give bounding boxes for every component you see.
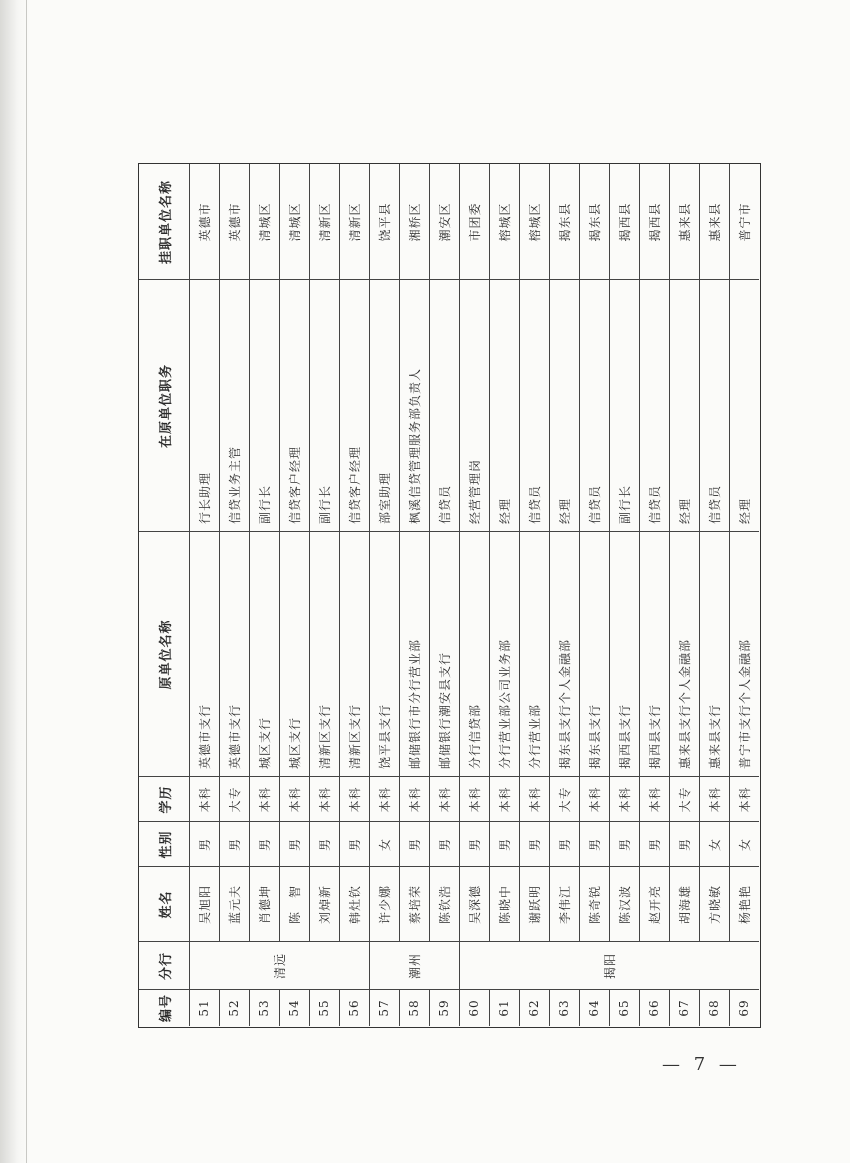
table-cell-gender: 男 <box>557 838 572 852</box>
table-cell-no: 52 <box>227 999 241 1017</box>
table-cell-gender: 男 <box>587 838 602 852</box>
table-cell-gender: 男 <box>197 838 212 852</box>
table-cell-name: 蔡培荣 <box>407 885 422 925</box>
table-cell-no: 58 <box>407 999 421 1017</box>
table-cell-orig-unit: 分行营业部公司业务部 <box>497 638 512 769</box>
table-cell-name: 胡海雄 <box>677 885 692 925</box>
page-number: — 7 — <box>662 1054 741 1075</box>
table-cell-name: 李伟江 <box>557 885 572 925</box>
table-cell-orig-post: 信贷员 <box>437 484 452 524</box>
table-cell-orig-unit: 邮储银行市分行营业部 <box>407 638 422 769</box>
table-cell-no: 59 <box>437 999 451 1017</box>
table-cell-orig-post: 信贷业务主管 <box>227 445 242 524</box>
table-cell-gender: 男 <box>407 838 422 852</box>
table-cell-no: 62 <box>527 999 541 1017</box>
table-cell-no: 63 <box>557 999 571 1017</box>
header-assign-unit: 挂职单位名称 <box>158 180 174 265</box>
table-cell-gender: 男 <box>467 838 482 852</box>
table-cell-orig-unit: 城区支行 <box>257 716 272 769</box>
table-cell-orig-post: 经营管理岗 <box>467 458 482 524</box>
table-cell-no: 66 <box>647 999 661 1017</box>
table-cell-orig-post: 经理 <box>677 497 692 524</box>
table-cell-gender: 男 <box>497 838 512 852</box>
table-cell-edu: 本科 <box>257 786 272 813</box>
table-cell-no: 56 <box>347 999 361 1017</box>
table-cell-edu: 本科 <box>467 786 482 813</box>
table-cell-orig-post: 行长助理 <box>197 471 212 524</box>
table-cell-name: 谢跃明 <box>527 885 542 925</box>
table-cell-orig-post: 经理 <box>737 497 752 524</box>
table-cell-gender: 男 <box>677 838 692 852</box>
table-cell-assign-unit: 清城区 <box>287 202 302 242</box>
header-orig-post: 在原单位职务 <box>158 364 174 449</box>
table-cell-assign-unit: 揭东县 <box>557 202 572 242</box>
assignment-table <box>138 163 761 1028</box>
table-cell-assign-unit: 揭东县 <box>587 202 602 242</box>
table-cell-orig-unit: 揭东县支行 <box>587 703 602 769</box>
header-name: 姓名 <box>158 890 174 919</box>
table-cell-no: 69 <box>737 999 751 1017</box>
table-cell-assign-unit: 榕城区 <box>497 202 512 242</box>
table-cell-orig-unit: 揭西县支行 <box>647 703 662 769</box>
table-cell-name: 陈钦浩 <box>437 885 452 925</box>
table-cell-no: 55 <box>317 999 331 1017</box>
table-cell-assign-unit: 清新区 <box>347 202 362 242</box>
table-cell-orig-post: 信贷员 <box>527 484 542 524</box>
table-cell-no: 68 <box>707 999 721 1017</box>
table-cell-no: 51 <box>197 999 211 1017</box>
header-branch: 分行 <box>158 952 174 981</box>
table-cell-assign-unit: 揭西县 <box>617 202 632 242</box>
table-cell-orig-unit: 邮储银行潮安县支行 <box>437 651 452 769</box>
table-cell-edu: 本科 <box>197 786 212 813</box>
scan-edge <box>26 0 27 1163</box>
table-cell-name: 杨艳艳 <box>737 885 752 925</box>
table-cell-edu: 本科 <box>287 786 302 813</box>
table-cell-name: 肖德坤 <box>257 885 272 925</box>
table-cell-orig-post: 信贷员 <box>707 484 722 524</box>
table-cell-gender: 男 <box>317 838 332 852</box>
table-cell-no: 57 <box>377 999 391 1017</box>
table-cell-orig-post: 信贷客户经理 <box>287 445 302 524</box>
table-cell-orig-post: 经理 <box>497 497 512 524</box>
table-cell-gender: 男 <box>617 838 632 852</box>
table-cell-assign-unit: 市团委 <box>467 202 482 242</box>
table-cell-gender: 男 <box>347 838 362 852</box>
table-cell-gender: 男 <box>437 838 452 852</box>
table-cell-orig-unit: 英德市支行 <box>227 703 242 769</box>
table-cell-edu: 大专 <box>677 786 692 813</box>
table-cell-orig-post: 信贷员 <box>587 484 602 524</box>
table-cell-no: 54 <box>287 999 301 1017</box>
table-cell-no: 64 <box>587 999 601 1017</box>
table-cell-name: 方晓敏 <box>707 885 722 925</box>
table-cell-orig-unit: 清新区支行 <box>347 703 362 769</box>
table-cell-assign-unit: 普宁市 <box>737 202 752 242</box>
header-no: 编号 <box>158 994 174 1023</box>
table-cell-edu: 大专 <box>557 786 572 813</box>
table-cell-gender: 男 <box>647 838 662 852</box>
table-cell-assign-unit: 清城区 <box>257 202 272 242</box>
table-cell-edu: 本科 <box>407 786 422 813</box>
table-cell-edu: 本科 <box>377 786 392 813</box>
table-cell-name: 蓝元夫 <box>227 885 242 925</box>
table-cell-edu: 本科 <box>587 786 602 813</box>
table-cell-orig-unit: 饶平县支行 <box>377 703 392 769</box>
table-cell-gender: 男 <box>527 838 542 852</box>
table-cell-edu: 本科 <box>527 786 542 813</box>
table-cell-edu: 大专 <box>227 786 242 813</box>
header-gender: 性别 <box>158 830 174 859</box>
table-cell-orig-post: 枫溪信贷管理服务部负责人 <box>407 367 422 524</box>
table-cell-name: 韩灶钦 <box>347 885 362 925</box>
table-cell-edu: 本科 <box>437 786 452 813</box>
table-grid <box>139 164 759 1026</box>
table-cell-edu: 本科 <box>617 786 632 813</box>
table-cell-assign-unit: 榕城区 <box>527 202 542 242</box>
table-cell-no: 53 <box>257 999 271 1017</box>
table-cell-edu: 本科 <box>347 786 362 813</box>
table-cell-orig-post: 副行长 <box>257 484 272 524</box>
table-cell-name: 陈汉波 <box>617 885 632 925</box>
table-cell-name: 赵开亮 <box>647 885 662 925</box>
table-cell-orig-unit: 清新区支行 <box>317 703 332 769</box>
table-cell-no: 65 <box>617 999 631 1017</box>
table-cell-gender: 男 <box>227 838 242 852</box>
table-cell-assign-unit: 英德市 <box>227 202 242 242</box>
table-cell-edu: 本科 <box>707 786 722 813</box>
table-cell-name: 陈奇锐 <box>587 885 602 925</box>
table-cell-orig-unit: 揭西县支行 <box>617 703 632 769</box>
table-cell-name: 陈晓中 <box>497 885 512 925</box>
table-cell-name: 吴旭阳 <box>197 885 212 925</box>
table-cell-gender: 男 <box>257 838 272 852</box>
table-cell-orig-post: 部室助理 <box>377 471 392 524</box>
table-cell-gender: 男 <box>287 838 302 852</box>
table-cell-name: 刘焯新 <box>317 885 332 925</box>
table-cell-assign-unit: 英德市 <box>197 202 212 242</box>
table-cell-no: 67 <box>677 999 691 1017</box>
table-cell-orig-unit: 分行营业部 <box>527 703 542 769</box>
branch-cell: 清远 <box>272 953 287 980</box>
table-cell-edu: 本科 <box>317 786 332 813</box>
table-cell-orig-unit: 惠来县支行 <box>707 703 722 769</box>
header-orig-unit: 原单位名称 <box>158 619 174 690</box>
table-cell-name: 陈 智 <box>287 885 302 925</box>
table-cell-edu: 本科 <box>497 786 512 813</box>
table-cell-orig-post: 经理 <box>557 497 572 524</box>
table-cell-orig-post: 信贷客户经理 <box>347 445 362 524</box>
table-cell-assign-unit: 惠来县 <box>677 202 692 242</box>
table-cell-name: 许少娜 <box>377 885 392 925</box>
branch-cell: 潮州 <box>407 953 422 980</box>
table-cell-gender: 女 <box>707 838 722 852</box>
table-cell-orig-unit: 揭东县支行个人金融部 <box>557 638 572 769</box>
table-cell-gender: 女 <box>377 838 392 852</box>
table-cell-assign-unit: 饶平县 <box>377 202 392 242</box>
table-cell-assign-unit: 清新区 <box>317 202 332 242</box>
header-edu: 学历 <box>158 785 174 814</box>
table-cell-assign-unit: 潮安区 <box>437 202 452 242</box>
table-cell-assign-unit: 惠来县 <box>707 202 722 242</box>
table-cell-edu: 本科 <box>647 786 662 813</box>
table-cell-orig-unit: 普宁市支行个人金融部 <box>737 638 752 769</box>
table-cell-orig-unit: 英德市支行 <box>197 703 212 769</box>
table-cell-edu: 本科 <box>737 786 752 813</box>
table-cell-gender: 女 <box>737 838 752 852</box>
table-cell-orig-post: 副行长 <box>617 484 632 524</box>
table-cell-orig-unit: 分行信贷部 <box>467 703 482 769</box>
table-cell-orig-unit: 城区支行 <box>287 716 302 769</box>
table-cell-assign-unit: 湘桥区 <box>407 202 422 242</box>
table-cell-name: 吴深德 <box>467 885 482 925</box>
table-cell-orig-unit: 惠来县支行个人金融部 <box>677 638 692 769</box>
table-cell-no: 61 <box>497 999 511 1017</box>
table-cell-orig-post: 信贷员 <box>647 484 662 524</box>
table-rotated-body <box>139 164 759 1026</box>
table-cell-no: 60 <box>467 999 481 1017</box>
table-cell-orig-post: 副行长 <box>317 484 332 524</box>
table-cell-assign-unit: 揭西县 <box>647 202 662 242</box>
branch-cell: 揭阳 <box>602 953 617 980</box>
